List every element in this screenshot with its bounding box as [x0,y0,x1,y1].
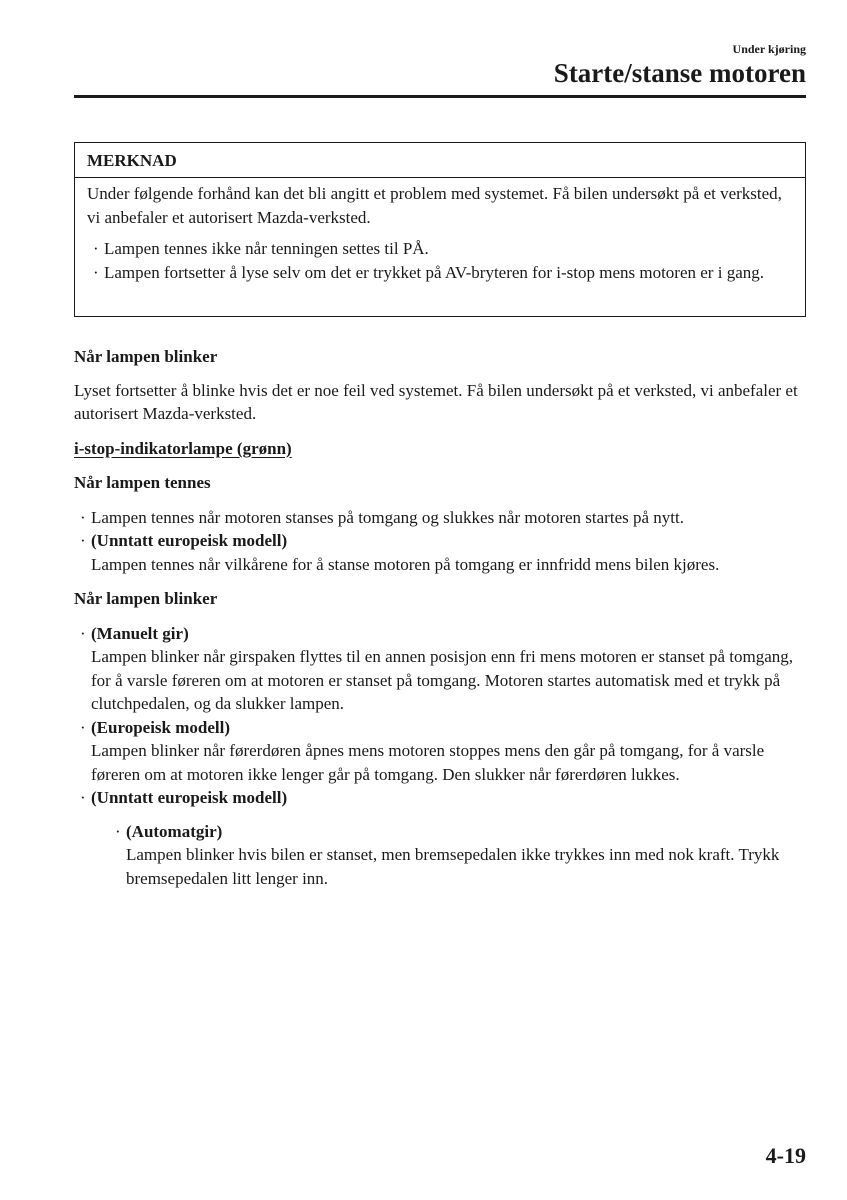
list-item-text: Lampen blinker hvis bilen er stanset, men bremsepedalen ikke trykkes inn med nok kraft. Trykk bremsepedalen litt lenger inn. [126,845,780,888]
list-item-title: · (Manuelt gir) [91,623,189,643]
nested-bullet-list [91,820,806,891]
page-number: 4-19 [765,1143,806,1168]
note-body [75,178,805,284]
note-bullet-list [87,237,791,284]
note-intro: Under følgende forhånd kan det bli angitt et problem med systemet. Få bilen undersøkt på et verksted, vi anbefaler et autorisert Mazda-verksted. [87,184,782,227]
blink-bullet-list [74,622,806,891]
indicator-heading-wrapper [74,437,806,461]
list-item [74,716,806,787]
list-item [74,622,806,716]
note-box [74,142,806,317]
note-bullet: · Lampen fortsetter å lyse selv om det er trykket på AV-bryteren for i-stop mens motoren er i gang. [87,261,791,285]
paragraph-blink: Lyset fortsetter å blinke hvis det er noe feil ved systemet. Få bilen undersøkt på et verksted, vi anbefaler et autorisert Mazda-verksted. [74,380,798,423]
list-item [109,820,806,891]
section-heading-blink-2: Når lampen blinker [74,589,218,608]
list-item: · Lampen tennes når motoren stanses på tomgang og slukkes når motoren startes på nytt. [74,506,806,530]
section-heading-on: Når lampen tennes [74,473,211,492]
note-heading: MERKNAD [75,143,805,178]
list-item-text: Lampen blinker når girspaken flyttes til en annen posisjon enn fri mens motoren er stanset på tomgang, for å varsle føreren om at motoren er stanset på tomgang. Motoren startes automatisk med et trykk på clutchpedalen, og da slukker lampen. [91,647,794,713]
indicator-heading: i-stop-indikatorlampe (grønn) [74,438,292,458]
page-title: Starte/stanse motoren [553,58,806,88]
on-bullet-list [74,506,806,577]
list-item-title: · (Unntatt europeisk modell) [91,788,288,807]
section-heading-blink: Når lampen blinker [74,347,218,366]
main-content [74,345,806,890]
list-item-text: Lampen blinker når førerdøren åpnes mens motoren stoppes mens den går på tomgang, for å varsle føreren om at motoren ikke lenger går på tomgang. Den slukker når førerdøren lukkes. [91,741,765,784]
list-item [74,786,806,890]
list-item [74,529,806,576]
list-item-title: · (Europeisk modell) [91,717,231,737]
list-item-title: · (Unntatt europeisk modell) [91,531,288,550]
list-item-title: · (Automatgir) [126,821,223,841]
list-item-text: Lampen tennes når vilkårene for å stanse motoren på tomgang er innfridd mens bilen kjøres. [91,554,720,574]
note-bullet: · Lampen tennes ikke når tenningen settes til PÅ. [87,237,791,261]
section-name: Under kjøring [732,42,806,56]
header-divider [74,95,806,98]
